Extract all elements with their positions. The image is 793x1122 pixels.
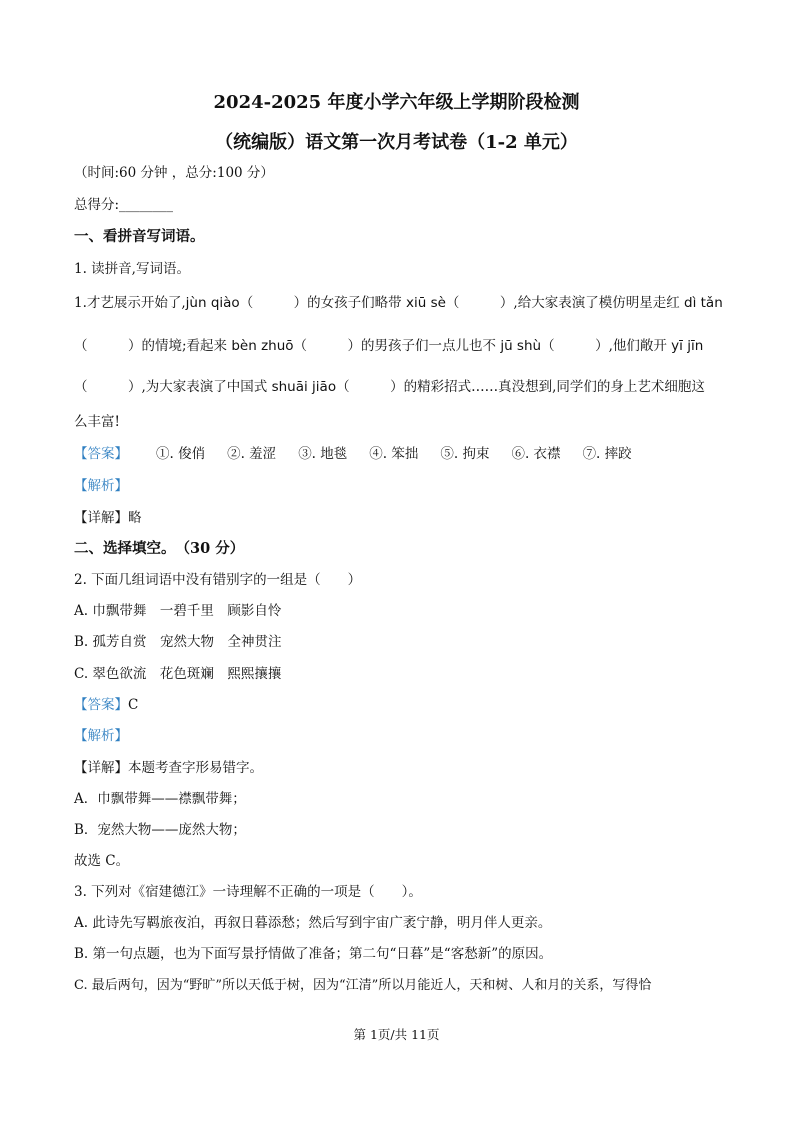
detail-tag: 【详解】 [74, 760, 128, 776]
pinyin-2: xiū sè [405, 295, 446, 311]
q3-option-b: B. 第一句点题，也为下面写景抒情做了准备；第二句“日暮”是“客愁新”的原因。 [74, 946, 553, 962]
answer-item: ①. 俊俏 [156, 446, 206, 462]
answer-item: ⑦. 摔跤 [582, 446, 632, 462]
answer-item: ④. 笨拙 [369, 446, 419, 462]
detail-text: 本题考查字形易错字。 [128, 760, 263, 776]
pinyin-1: jùn qiào [185, 295, 240, 311]
q2-option-b: B. 孤芳自赏 宠然大物 全神贯注 [74, 634, 282, 650]
pinyin-4: bèn zhuō [231, 338, 294, 354]
passage-line-3: （ ）,为大家表演了中国式 shuāi jiāo（ ）的精彩招式……真没想到,同学们的身上艺术细胞这 [74, 379, 705, 395]
q2-option-c: C. 翠色欲流 花色斑斓 熙熙攘攘 [74, 666, 282, 682]
q3-stem: 3. 下列对《宿建德江》一诗理解不正确的一项是（ ）。 [74, 884, 422, 900]
answer-item: ②. 羞涩 [227, 446, 277, 462]
passage-line-1: 1.才艺展示开始了,jùn qiào（ ）的女孩子们略带 xiū sè（ ）,给大家表演了模仿明星走红 dì tǎn [74, 295, 723, 311]
q1-label: 1. 读拼音,写词语。 [74, 261, 190, 277]
q3-option-c: C. 最后两句，因为“野旷”所以天低于树，因为“江清”所以月能近人，天和树、人和月的关系，写得恰 [74, 978, 652, 993]
answer-tag: 【答案】 [74, 446, 128, 462]
q2-option-a: A. 巾飘带舞 一碧千里 顾影自怜 [74, 603, 282, 619]
answer-row [74, 445, 654, 463]
q2-analysis-tag: 【解析】 [74, 728, 128, 744]
document-subtitle: （统编版）语文第一次月考试卷（1-2 单元） [215, 132, 578, 153]
q2-conclusion: 故选 C。 [74, 853, 130, 869]
page-footer: 第 1页/共 11页 [353, 1027, 440, 1042]
q2-stem: 2. 下面几组词语中没有错别字的一组是（ ） [74, 572, 362, 588]
score-label: 总得分:________ [74, 197, 174, 213]
passage-line-2: （ ）的情境;看起来 bèn zhuō（ ）的男孩子们一点儿也不 jū shù（ ）,他们敞开 yī jīn [74, 338, 704, 354]
q2-detail [74, 759, 263, 777]
pinyin-5: jū shù [500, 338, 542, 354]
answer-item: ⑤. 拘束 [440, 446, 490, 462]
passage-line-4: 么丰富! [74, 414, 120, 430]
pinyin-6: yī jīn [671, 338, 704, 354]
detail-text: 【详解】略 [74, 510, 142, 526]
q3-option-a: A. 此诗先写羁旅夜泊，再叙日暮添愁；然后写到宇宙广袤宁静，明月伴人更亲。 [74, 915, 552, 931]
pinyin-7: shuāi jiāo [271, 379, 337, 395]
answer-item: ⑥. 衣襟 [511, 446, 561, 462]
q2-note-a: A．巾飘带舞——襟飘带舞； [74, 791, 246, 807]
pinyin-3: dì tǎn [684, 295, 723, 311]
section1-heading: 一、看拼音写词语。 [74, 228, 205, 245]
answer-tag: 【答案】 [74, 697, 128, 713]
section2-heading: 二、选择填空。 （30 分） [74, 540, 245, 557]
q2-note-b: B．宠然大物——庞然大物； [74, 822, 246, 838]
answer-value: C [128, 697, 139, 713]
analysis-tag: 【解析】 [74, 478, 128, 494]
document-title: 2024-2025 年度小学六年级上学期阶段检测 [213, 92, 580, 113]
answer-item: ③. 地毯 [298, 446, 348, 462]
time-info: （时间:60 分钟 ，总分:100 分） [74, 165, 274, 181]
q2-answer [74, 696, 138, 714]
